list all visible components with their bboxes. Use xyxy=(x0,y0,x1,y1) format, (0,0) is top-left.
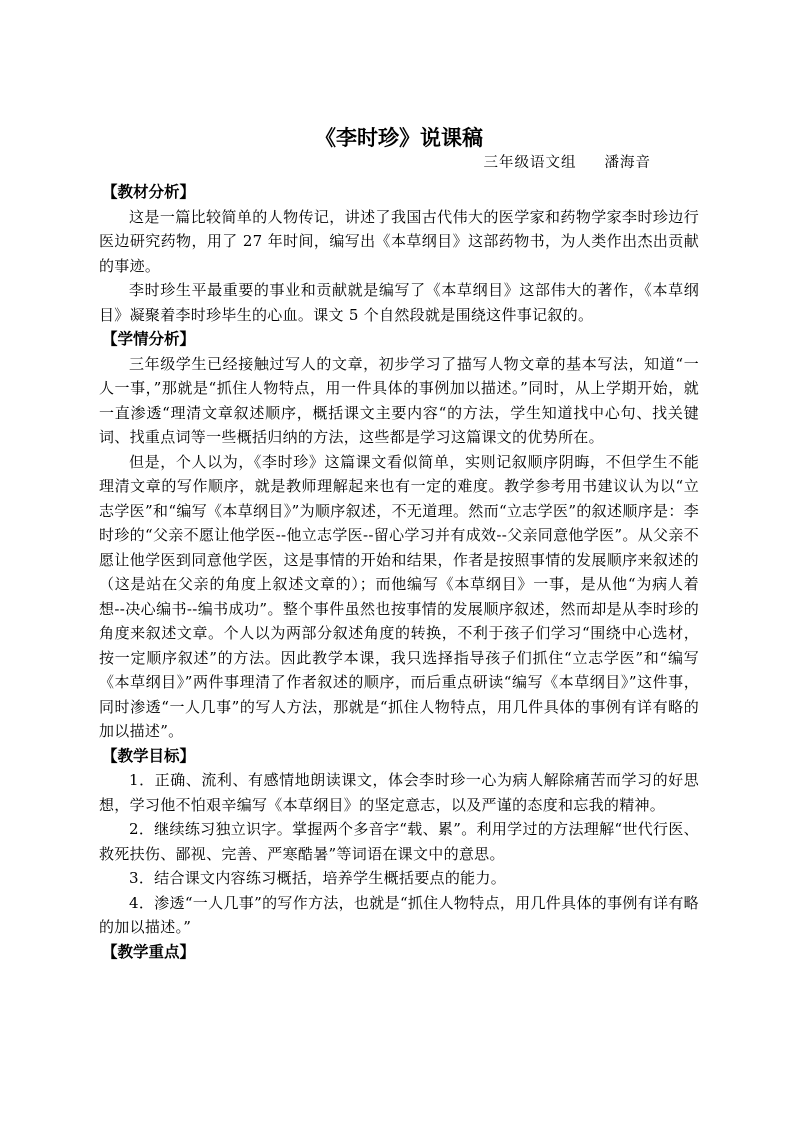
paragraph: 三年级学生已经接触过写人的文章，初步学习了描写人物文章的基本写法，知道“一人一事，”那就是“抓住人物特点，用一件具体的事例加以描述。”同时，从上学期开始，就一直渗透“理清文章叙述顺序，概括课文主要内容“的方法，学生知道找中心句、找关键词、找重点词等一些概括归纳的方法，这些都是学习这篇课文的优势所在。 xyxy=(99,354,699,446)
section-heading-teaching-goals: 【教学目标】 xyxy=(102,746,196,765)
section-heading-textbook-analysis: 【教材分析】 xyxy=(102,183,196,201)
section-heading-learner-analysis: 【学情分析】 xyxy=(102,330,196,348)
goal-item: 1．正确、流利、有感情地朗读课文，体会李时珍一心为病人解除痛苦而学习的好思想，学习他不怕艰辛编写《本草纲目》的坚定意志，以及严谨的态度和忘我的精神。 xyxy=(99,771,699,814)
goal-item: 2．继续练习独立识字。掌握两个多音字“载、累”。利用学过的方法理解“世代行医、救死扶伤、鄙视、完善、严寒酷暑”等词语在课文中的意思。 xyxy=(99,820,699,863)
paragraph: 这是一篇比较简单的人物传记，讲述了我国古代伟大的医学家和药物学家李时珍边行医边研究药物，用了 27 年时间，编写出《本草纲目》这部药物书，为人类作出杰出贡献的事迹。 xyxy=(99,207,699,275)
paragraph: 但是，个人以为，《李时珍》这篇课文看似简单，实则记叙顺序阴晦，不但学生不能理清文章的写作顺序，就是教师理解起来也有一定的难度。教学参考用书建议认为以“立志学医”和“编写《本草纲目》”为顺序叙述，不无道理。然而“立志学医”的叙述顺序是：李时珍的“父亲不愿让他学医--他立志学医--留心学习并有成效--父亲同意他学医”。从父亲不愿让他学医到同意他学医，这是事情的开始和结果，作者是按照事情的发展顺序来叙述的（这是站在父亲的角度上叙述文章的）；而他编写《本草纲目》一事，是从他“为病人着想--决心编书--编书成功”。整个事件虽然也按事情的发展顺序叙述，然而却是从李时珍的角度来叙述文章。个人以为两部分叙述角度的转换，不利于孩子们学习“围绕中心选材，按一定顺序叙述”的方法。因此教学本课，我只选择指导孩子们抓住“立志学医”和“编写《本草纲目》”两件事理清了作者叙述的顺序，而后重点研读“编写《本草纲目》”这件事，同时渗透“一人几事”的写人方法，那就是“抓住人物特点，用几件具体的事例有详有略的加以描述”。 xyxy=(99,452,699,740)
author-byline: 三年级语文组 潘海音 xyxy=(483,155,651,171)
section-heading-teaching-focus: 【教学重点】 xyxy=(102,942,196,961)
paragraph: 李时珍生平最重要的事业和贡献就是编写了《本草纲目》这部伟大的著作，《本草纲目》凝聚着李时珍毕生的心血。课文 5 个自然段就是围绕这件事记叙的。 xyxy=(99,281,699,324)
goal-item: 3．结合课文内容练习概括，培养学生概括要点的能力。 xyxy=(129,869,507,887)
goal-item: 4．渗透“一人几事”的写作方法，也就是“抓住人物特点，用几件具体的事例有详有略的加以描述。” xyxy=(99,893,699,936)
document-title: 《李时珍》说课稿 xyxy=(315,126,483,150)
document-body xyxy=(99,124,699,964)
